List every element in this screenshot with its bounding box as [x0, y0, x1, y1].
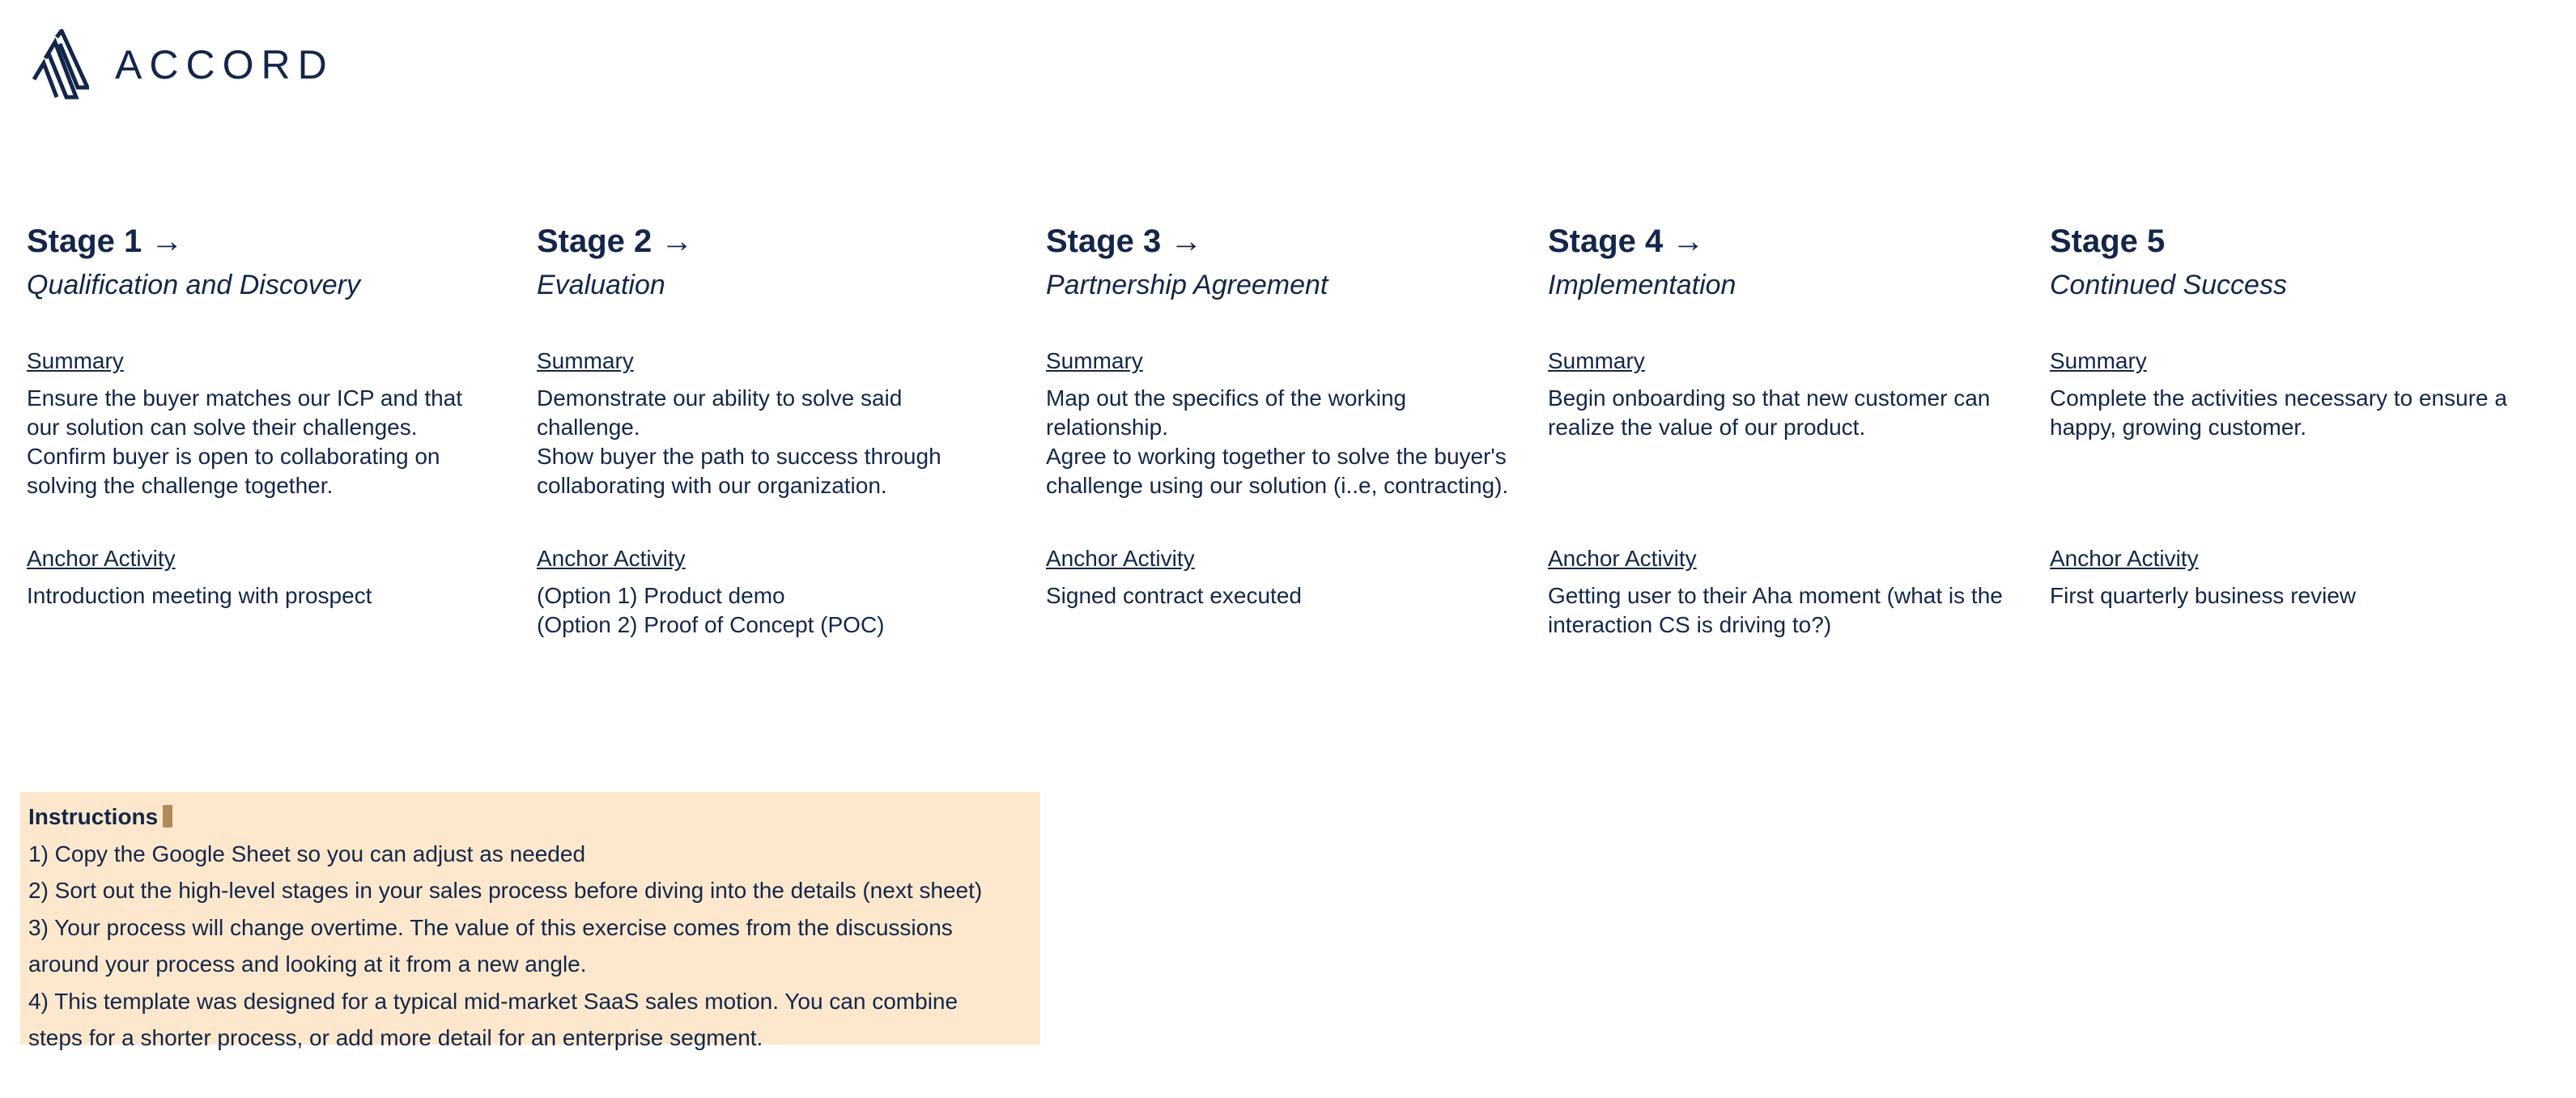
summary-label: Summary: [27, 348, 124, 373]
summary-label: Summary: [537, 348, 634, 373]
stage-column-5: [2050, 219, 2544, 608]
anchor-activity-text: Signed contract executed: [1046, 583, 1302, 608]
stage-subtitle: Continued Success: [2050, 270, 2287, 300]
stage-column-3: [1046, 219, 1540, 608]
stage-title: Stage 1 →: [27, 223, 184, 259]
instructions-heading-text: Instructions: [28, 804, 159, 829]
summary-text: Ensure the buyer matches our ICP and that our solution can solve their challenges. Confirm buyer is open to collaborating on solving the challenge together.: [27, 385, 463, 498]
stage-title: Stage 3 →: [1046, 223, 1203, 259]
anchor-activity-label: Anchor Activity: [1548, 546, 1697, 571]
instruction-line: 3) Your process will change overtime. The value of this exercise comes from the discussions: [28, 914, 953, 940]
summary-text: Complete the activities necessary to ensure a happy, growing customer.: [2050, 385, 2507, 440]
anchor-activity-label: Anchor Activity: [1046, 546, 1195, 571]
anchor-activity-text: Getting user to their Aha moment (what is the interaction CS is driving to?): [1548, 583, 2003, 637]
stage-subtitle: Qualification and Discovery: [27, 270, 360, 300]
instructions-heading: [28, 798, 1032, 836]
stage-title: Stage 4 →: [1548, 223, 1705, 259]
anchor-activity-text: First quarterly business review: [2050, 583, 2357, 608]
brand-name: ACCORD: [115, 42, 334, 87]
stage-subtitle: Evaluation: [537, 270, 665, 300]
stage-subtitle: Partnership Agreement: [1046, 270, 1328, 300]
instruction-line: 2) Sort out the high-level stages in your sales process before diving into the details (next sheet): [28, 878, 983, 903]
instruction-line: 1) Copy the Google Sheet so you can adjust as needed: [28, 841, 586, 866]
anchor-activity-text: Introduction meeting with prospect: [27, 583, 372, 608]
instruction-line: 4) This template was designed for a typical mid-market SaaS sales motion. You can combine: [28, 988, 959, 1014]
stage-column-4: [1548, 219, 2042, 637]
summary-label: Summary: [1548, 348, 1645, 373]
scroll-icon: [163, 805, 172, 828]
summary-text: Demonstrate our ability to solve said challenge. Show buyer the path to success through collaborating with our organization.: [537, 385, 942, 498]
summary-label: Summary: [2050, 348, 2147, 373]
accord-logo: [31, 29, 334, 100]
summary-text: Map out the specifics of the working relationship. Agree to working together to solve the buyer's challenge using our solution (i..e, contracting).: [1046, 385, 1509, 498]
anchor-activity-label: Anchor Activity: [27, 546, 176, 571]
stage-column-2: [537, 219, 1031, 637]
summary-label: Summary: [1046, 348, 1143, 373]
anchor-activity-label: Anchor Activity: [537, 546, 686, 571]
instruction-line: around your process and looking at it from a new angle.: [28, 951, 587, 977]
accord-logo-icon: [31, 29, 89, 100]
stage-subtitle: Implementation: [1548, 270, 1736, 300]
instructions-box: [20, 792, 1040, 1050]
anchor-activity-text: (Option 1) Product demo (Option 2) Proof of Concept (POC): [537, 583, 885, 637]
stage-title: Stage 2 →: [537, 223, 694, 259]
instruction-line: steps for a shorter process, or add more detail for an enterprise segment.: [28, 1025, 763, 1050]
stage-title: Stage 5: [2050, 223, 2166, 259]
stage-column-1: [27, 219, 521, 608]
anchor-activity-label: Anchor Activity: [2050, 546, 2199, 571]
summary-text: Begin onboarding so that new customer can realize the value of our product.: [1548, 385, 1991, 440]
